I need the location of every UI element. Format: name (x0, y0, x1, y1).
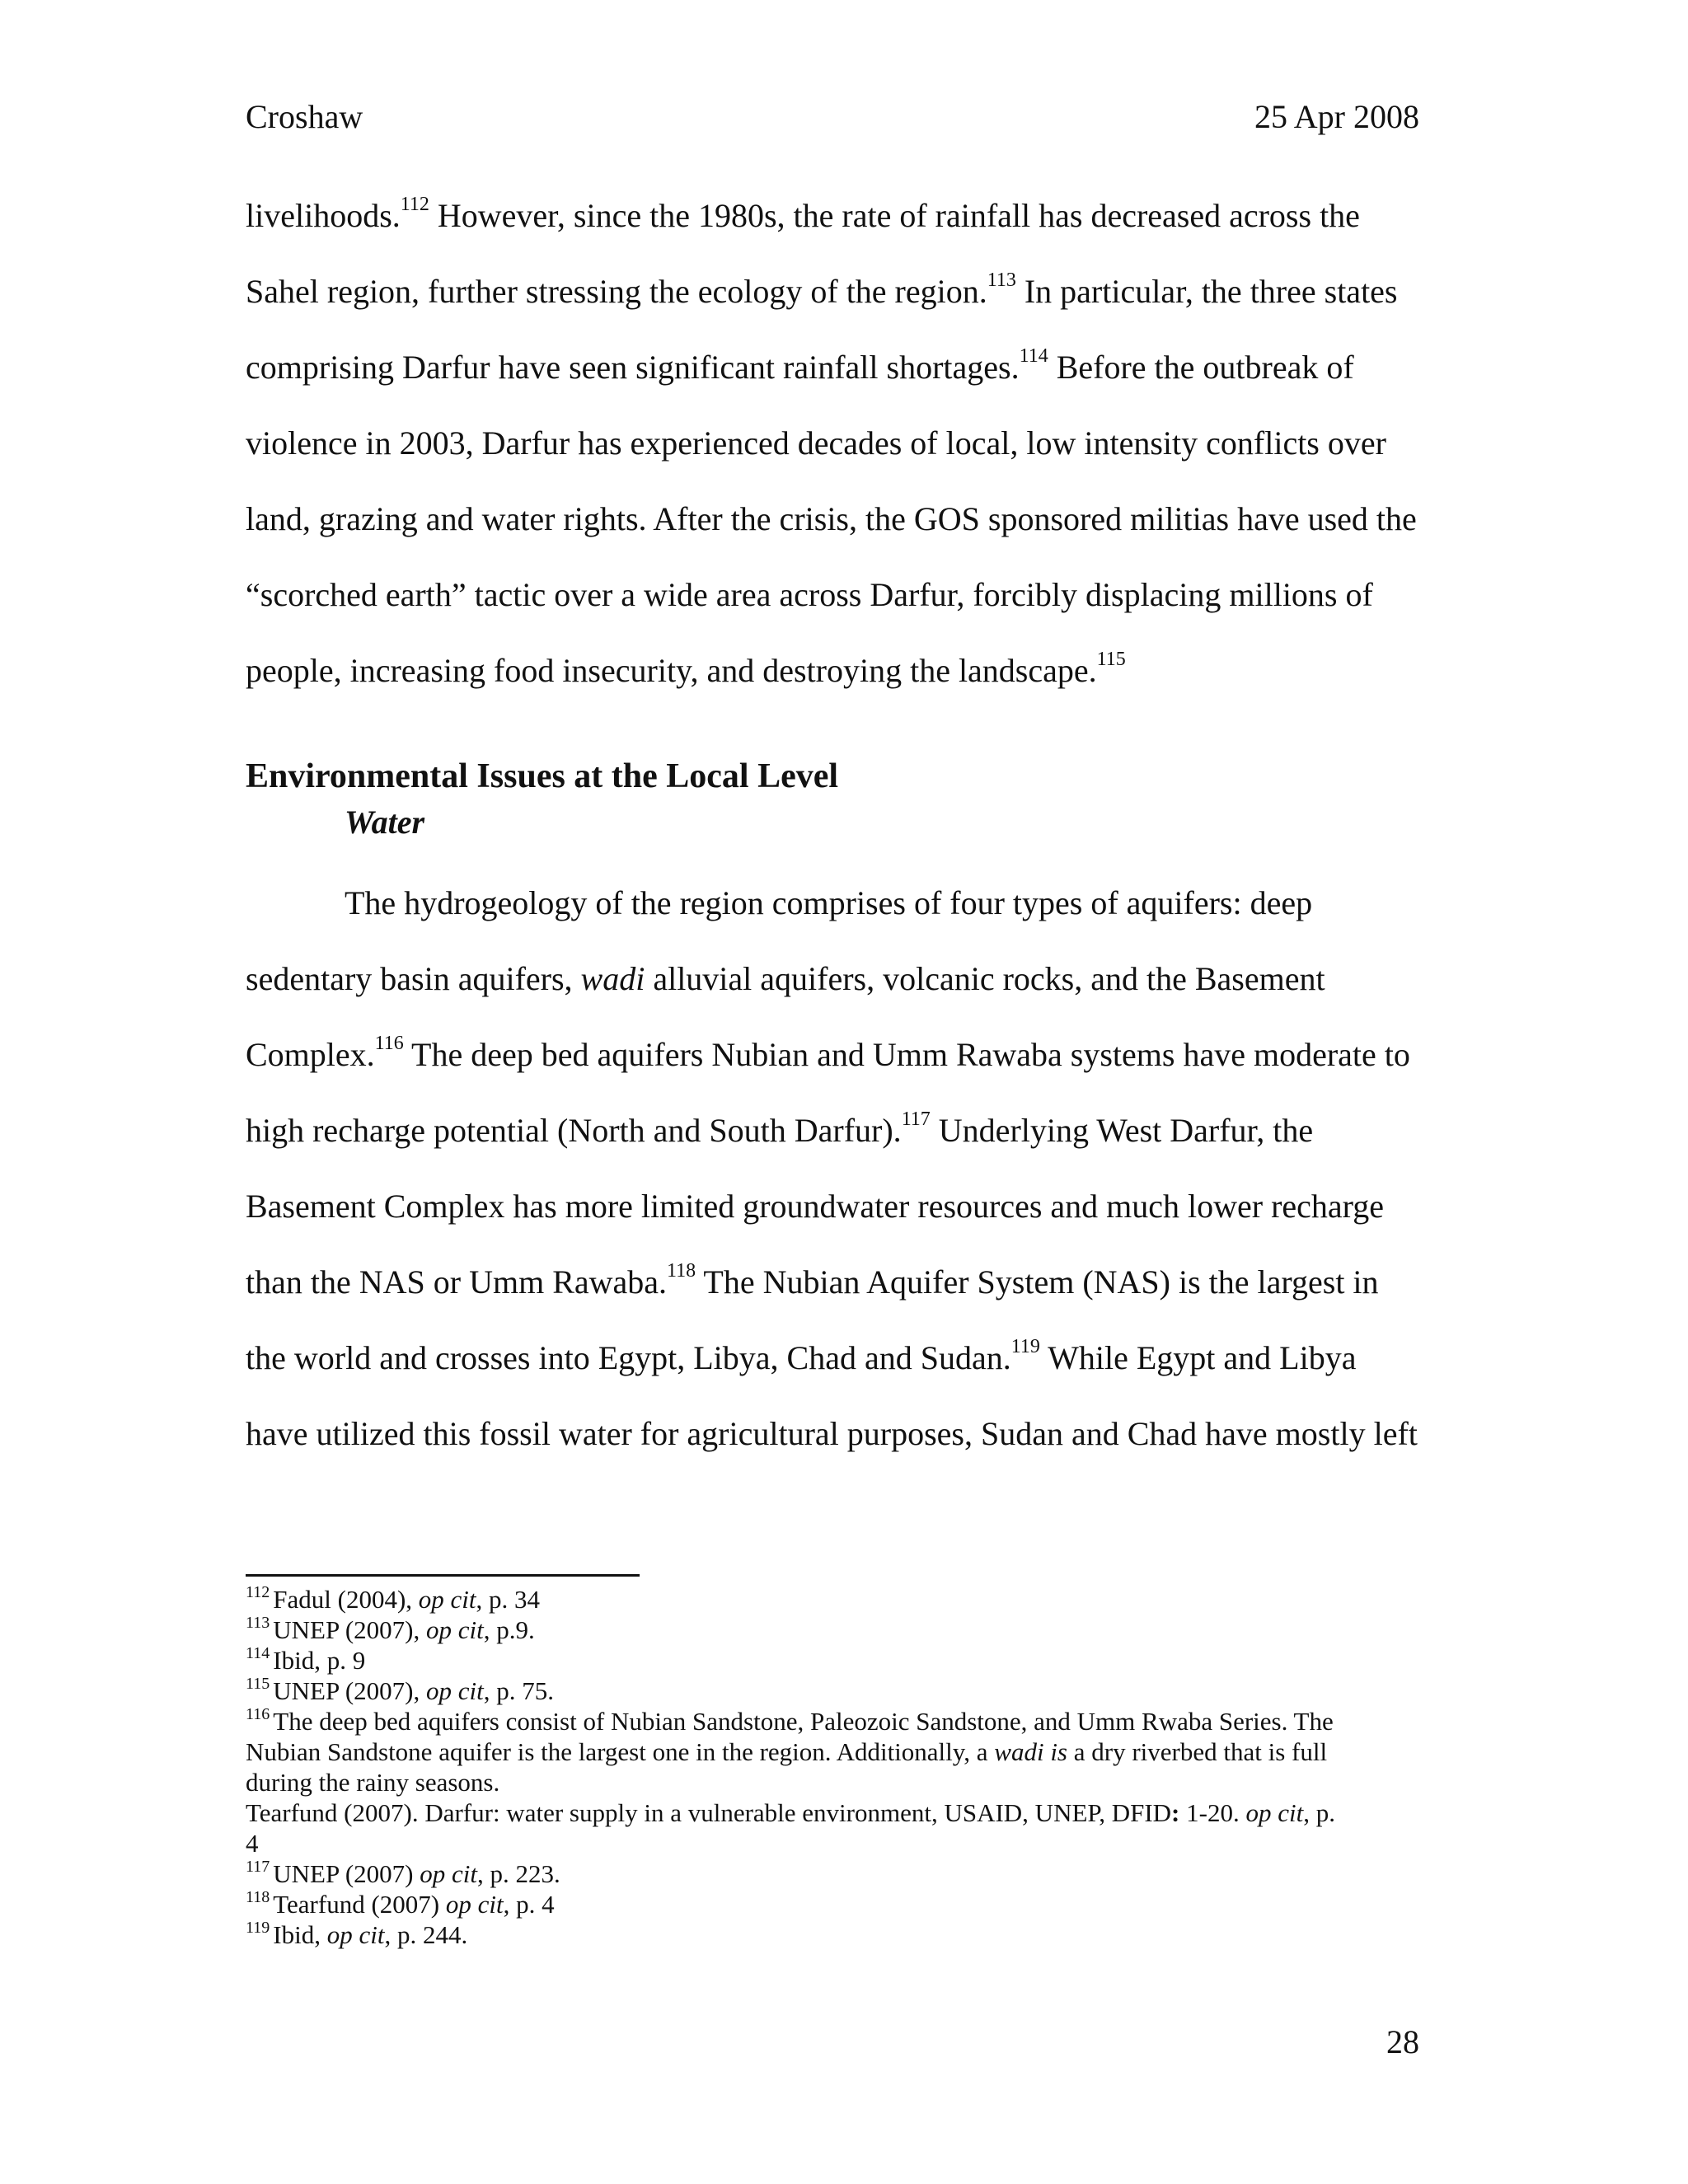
text-run: In particular, the three states (1015, 273, 1398, 310)
text-line (246, 1615, 1432, 1645)
text-run: a dry riverbed that is full (1067, 1737, 1328, 1766)
text-run: Basement Complex has more limited groundwater resources and much lower recharge (246, 1188, 1385, 1225)
footnote-reference: 112 (246, 1582, 270, 1601)
text-line (246, 1675, 1432, 1706)
text-run: during the rainy seasons. (246, 1768, 500, 1797)
text-line (246, 1889, 1432, 1919)
text-run: , p. 4 (503, 1890, 555, 1919)
text-line (246, 1767, 1432, 1797)
footnote-reference: 113 (987, 269, 1016, 291)
italic-text: op cit (326, 1920, 385, 1949)
text-run: , p. 75. (483, 1676, 554, 1705)
footnote-reference: 119 (246, 1918, 270, 1937)
text-run: Sahel region, further stressing the ecology of the region. (246, 273, 987, 310)
footnote-reference: 118 (667, 1259, 696, 1282)
text-line (246, 1396, 1419, 1472)
text-run: 1-20. (1179, 1798, 1246, 1827)
footnote-reference: 117 (246, 1857, 270, 1876)
text-run: Ibid, (273, 1920, 327, 1949)
text-line (246, 865, 1419, 941)
footnote-reference: 116 (374, 1032, 404, 1054)
text-run: The Nubian Aquifer System (NAS) is the largest in (696, 1263, 1379, 1301)
text-line (246, 1244, 1419, 1320)
footnote-reference: 114 (246, 1643, 270, 1662)
text-run: Ibid, p. 9 (273, 1646, 366, 1675)
footnote-reference: 119 (1010, 1335, 1040, 1357)
footnote-reference: 115 (246, 1674, 270, 1693)
text-line (246, 941, 1419, 1017)
running-header-author: Croshaw (246, 98, 363, 135)
text-run: violence in 2003, Darfur has experienced decades of local, low intensity conflicts over (246, 424, 1386, 462)
text-line (246, 481, 1419, 557)
footnote-reference: 116 (246, 1704, 270, 1723)
text-run: , p.9. (483, 1615, 535, 1644)
body-paragraph-1 (246, 178, 1419, 709)
italic-text: op cit (418, 1585, 476, 1614)
text-line (246, 1919, 1432, 1950)
text-line (246, 1736, 1432, 1767)
text-run: , p. 244. (384, 1920, 468, 1949)
text-run: Tearfund (2007). Darfur: water supply in a vulnerable environment, USAID, UNEP, DFID (246, 1798, 1172, 1827)
text-run: UNEP (2007) (273, 1859, 420, 1888)
text-line (246, 1858, 1432, 1889)
text-line (246, 405, 1419, 481)
text-line (246, 1828, 1432, 1858)
text-line (246, 1169, 1419, 1244)
italic-text: op cit (425, 1676, 484, 1705)
text-line (246, 633, 1419, 709)
section-heading: Environmental Issues at the Local Level (246, 757, 839, 795)
text-run: The hydrogeology of the region comprises of four types of aquifers: deep (345, 884, 1313, 921)
italic-text: wadi (580, 960, 645, 997)
footnote-reference: 112 (400, 193, 429, 215)
running-header-date: 25 Apr 2008 (1254, 98, 1419, 135)
bold-text: : (1171, 1798, 1180, 1827)
text-line (246, 254, 1419, 330)
footnotes (246, 1584, 1432, 1950)
text-run: the world and crosses into Egypt, Libya, Chad and Sudan. (246, 1339, 1011, 1376)
footnote-reference: 114 (1019, 344, 1048, 367)
italic-text: op cit (1245, 1798, 1304, 1827)
text-run: have utilized this fossil water for agricultural purposes, Sudan and Chad have mostly left (246, 1415, 1418, 1452)
text-run: , p. 34 (476, 1585, 541, 1614)
text-run: Nubian Sandstone aquifer is the largest one in the region. Additionally, a (246, 1737, 995, 1766)
text-run: comprising Darfur have seen significant rainfall shortages. (246, 349, 1020, 386)
text-line (246, 1645, 1432, 1675)
text-run: UNEP (2007), (273, 1615, 426, 1644)
footnote-reference: 117 (901, 1108, 931, 1130)
text-run: livelihoods. (246, 197, 401, 234)
text-run: people, increasing food insecurity, and destroying the landscape. (246, 652, 1097, 689)
text-line (246, 1093, 1419, 1169)
text-run: However, since the 1980s, the rate of rainfall has decreased across the (429, 197, 1360, 234)
footnote-reference: 118 (246, 1887, 270, 1906)
text-run: Tearfund (2007) (273, 1890, 446, 1919)
footnote-separator-rule (246, 1574, 640, 1577)
italic-text: op cit (445, 1890, 504, 1919)
text-run: Underlying West Darfur, the (930, 1112, 1314, 1149)
page-number: 28 (1386, 2023, 1419, 2060)
text-run: high recharge potential (North and South Darfur). (246, 1112, 902, 1149)
text-run: , p. 223. (476, 1859, 560, 1888)
text-run: Before the outbreak of (1048, 349, 1354, 386)
text-run: The deep bed aquifers consist of Nubian Sandstone, Paleozoic Sandstone, and Umm Rwaba Series. The (273, 1707, 1334, 1736)
text-line (246, 1797, 1432, 1828)
text-run: Complex. (246, 1036, 375, 1073)
text-run: UNEP (2007), (273, 1676, 426, 1705)
footnote-reference: 113 (246, 1613, 270, 1632)
text-run: Fadul (2004), (273, 1585, 419, 1614)
text-run: , p. (1303, 1798, 1335, 1827)
text-line (246, 1017, 1419, 1093)
text-line (246, 1320, 1419, 1396)
text-run: 4 (246, 1829, 259, 1858)
footnote-reference: 115 (1096, 648, 1126, 670)
text-line (246, 1706, 1432, 1736)
text-run: While Egypt and Libya (1039, 1339, 1357, 1376)
text-run: sedentary basin aquifers, (246, 960, 581, 997)
subsection-heading: Water (345, 804, 425, 841)
body-paragraph-2 (246, 865, 1419, 1472)
text-run: The deep bed aquifers Nubian and Umm Rawaba systems have moderate to (403, 1036, 1410, 1073)
text-run: alluvial aquifers, volcanic rocks, and the Basement (645, 960, 1325, 997)
text-line (246, 1584, 1432, 1615)
text-line (246, 557, 1419, 633)
text-line (246, 330, 1419, 405)
text-run: land, grazing and water rights. After the crisis, the GOS sponsored militias have used the (246, 500, 1417, 537)
italic-text: op cit (425, 1615, 484, 1644)
text-run: than the NAS or Umm Rawaba. (246, 1263, 668, 1301)
text-line (246, 178, 1419, 254)
text-run: “scorched earth” tactic over a wide area across Darfur, forcibly displacing millions of (246, 576, 1373, 613)
italic-text: wadi is (994, 1737, 1067, 1766)
italic-text: op cit (420, 1859, 477, 1888)
